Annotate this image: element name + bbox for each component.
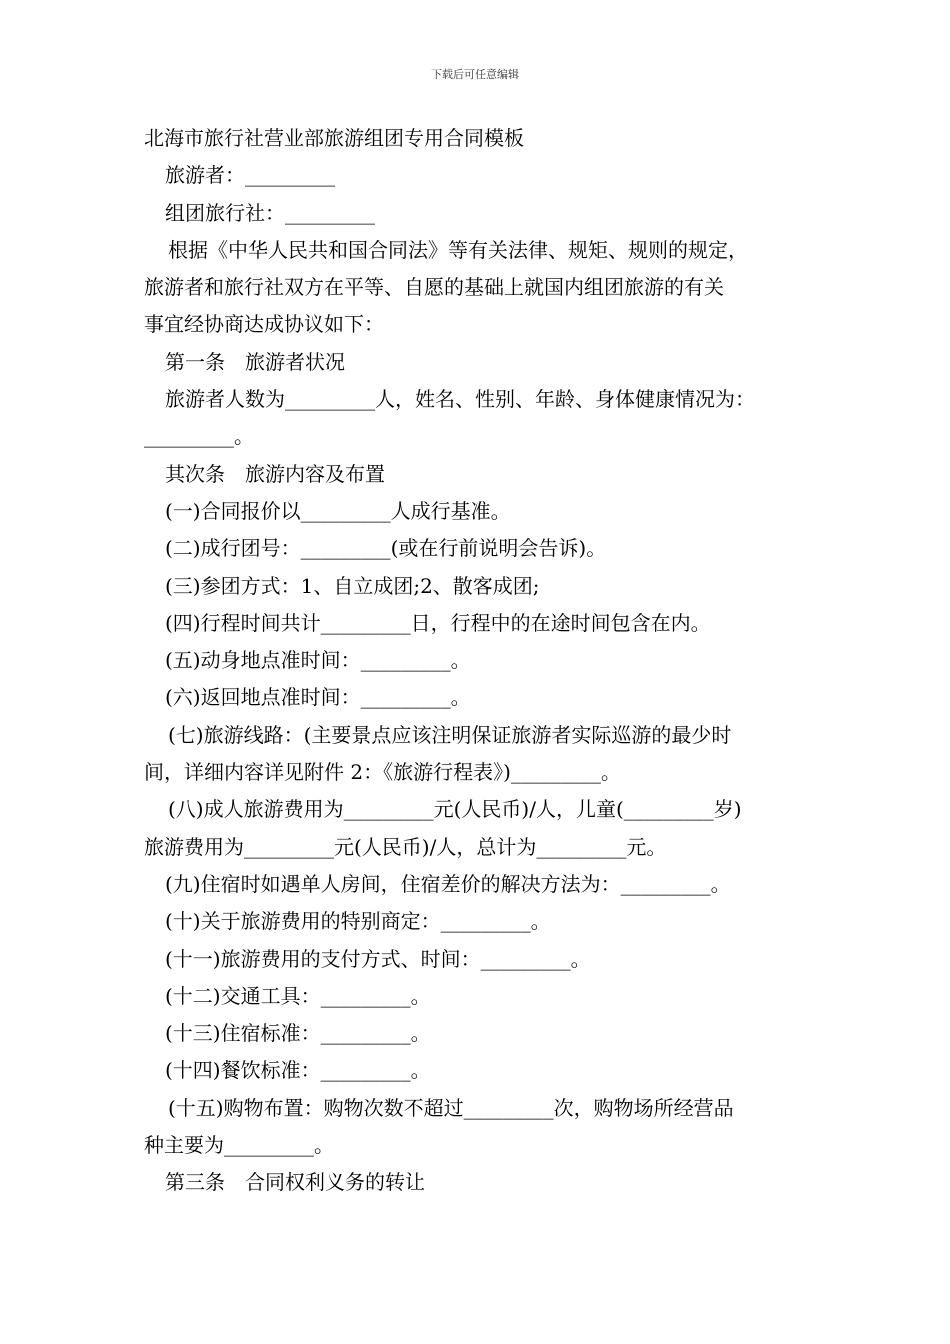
clause-line: (三)参团方式：1、自立成团;2、散客成团; bbox=[165, 573, 540, 598]
clause-line: (八)成人旅游费用为_________元(人民币)/人，儿童(_________岁) bbox=[168, 797, 742, 822]
document-body bbox=[144, 120, 816, 1202]
clause-line: (五)动身地点准时间：_________。 bbox=[165, 648, 471, 673]
paragraph-line: 根据《中华人民共和国合同法》等有关法律、规矩、规则的规定， bbox=[168, 237, 748, 262]
clause-line: (六)返回地点准时间：_________。 bbox=[165, 685, 471, 710]
clause-line: (四)行程时间共计_________日，行程中的在途时间包含在内。 bbox=[165, 610, 711, 635]
clause-line: 间，详细内容详见附件 2：《旅游行程表》)_________。 bbox=[144, 760, 621, 785]
paragraph-line: 事宜经协商达成协议如下： bbox=[144, 312, 384, 337]
clause-line: (九)住宿时如遇单人房间，住宿差价的解决方法为：_________。 bbox=[165, 871, 731, 896]
page-header: 下载后可任意编辑 bbox=[431, 68, 519, 81]
clause-line: (一)合同报价以_________人成行基准。 bbox=[165, 498, 511, 523]
clause-line: (十)关于旅游费用的特别商定：_________。 bbox=[165, 909, 551, 934]
clause-line: (二)成行团号：_________(或在行前说明会告诉)。 bbox=[165, 536, 607, 561]
clause-line: (十一)旅游费用的支付方式、时间：_________。 bbox=[165, 946, 591, 971]
clause-line: (十二)交通工具：_________。 bbox=[165, 983, 431, 1008]
clause-line: (十五)购物布置：购物次数不超过_________次，购物场所经营品 bbox=[168, 1095, 734, 1120]
paragraph-line: 旅游者和旅行社双方在平等、自愿的基础上就国内组团旅游的有关 bbox=[144, 275, 724, 300]
paragraph-line: 旅游者人数为_________人，姓名、性别、年龄、身体健康情况为： bbox=[165, 387, 755, 412]
clause-line: (七)旅游线路：(主要景点应该注明保证旅游者实际巡游的最少时 bbox=[168, 722, 732, 747]
article-heading: 第一条 旅游者状况 bbox=[165, 349, 345, 374]
paragraph-line: _________。 bbox=[144, 424, 254, 449]
clause-line: (十四)餐饮标准：_________。 bbox=[165, 1058, 431, 1083]
clause-line: (十三)住宿标准：_________。 bbox=[165, 1021, 431, 1046]
tourist-field: 旅游者：_________ bbox=[165, 163, 335, 188]
clause-line: 旅游费用为_________元(人民币)/人，总计为_________元。 bbox=[144, 834, 667, 859]
article-heading: 第三条 合同权利义务的转让 bbox=[165, 1170, 425, 1195]
article-heading: 其次条 旅游内容及布置 bbox=[165, 461, 385, 486]
document-title: 北海市旅行社营业部旅游组团专用合同模板 bbox=[144, 126, 524, 150]
clause-line: 种主要为_________。 bbox=[144, 1133, 334, 1158]
travel-agency-field: 组团旅行社：_________ bbox=[165, 200, 375, 225]
